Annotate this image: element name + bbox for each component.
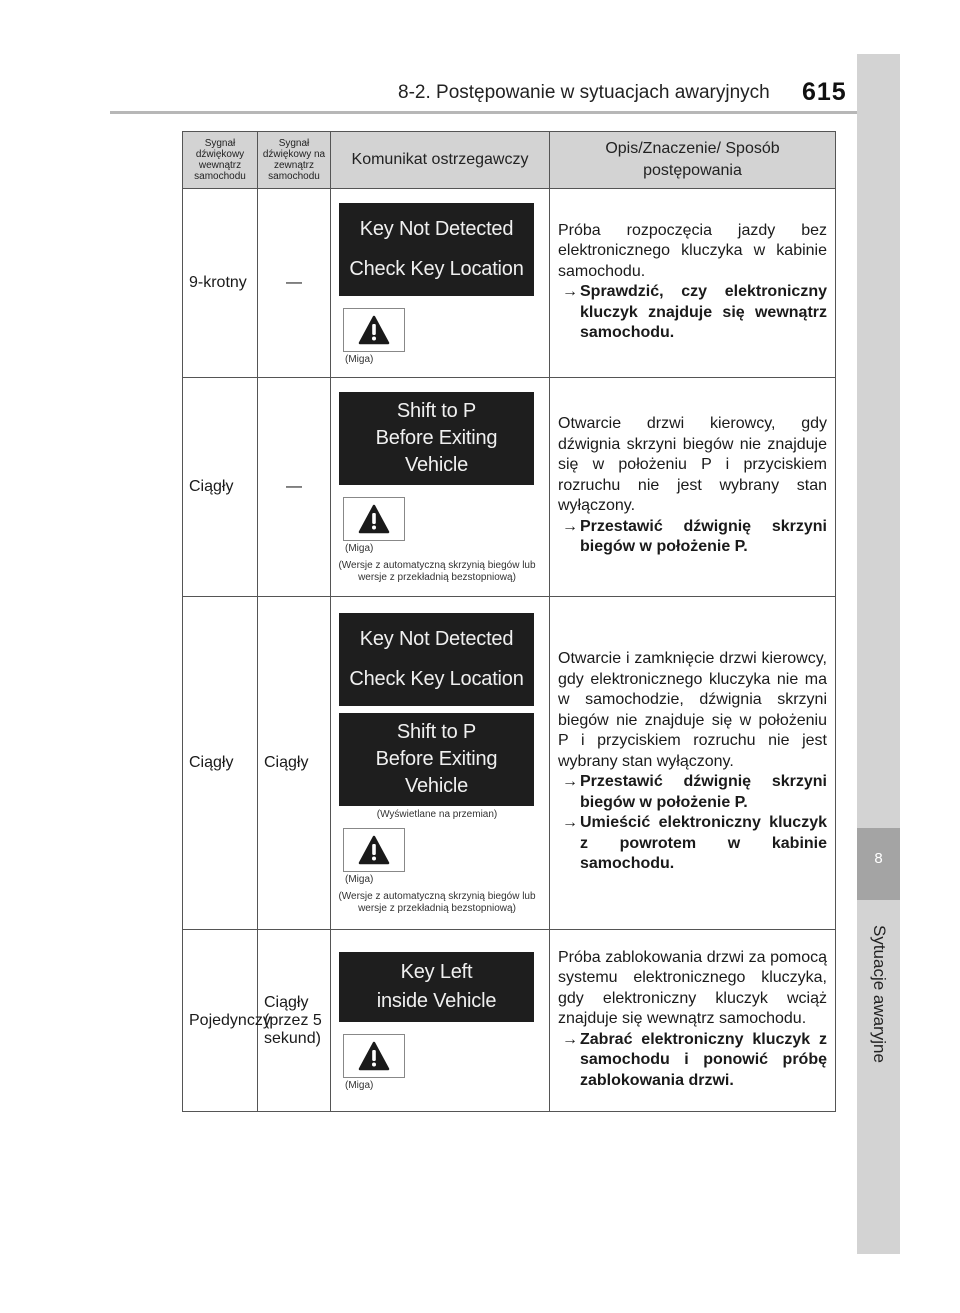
right-arrow-icon: → (562, 517, 578, 535)
inside-buzzer-cell: Pojedynczy (183, 930, 258, 1112)
warning-light (343, 1034, 405, 1078)
display-line: Vehicle (404, 454, 469, 476)
message-cell (331, 378, 550, 597)
warning-light (343, 828, 405, 872)
action-item (558, 282, 827, 344)
display-line: Before Exiting (375, 748, 498, 770)
action-item (558, 772, 827, 813)
description-text: Próba rozpoczęcia jazdy bez elektronicznego kluczyka w kabinie samochodu. (558, 221, 827, 280)
description-text: Otwarcie i zamknięcie drzwi kierowcy, gdy elektronicznego kluczyka nie ma w samochodzie, dźwignia skrzyni biegów nie znajduje się w położeniu P i przyciskiem rozruchu nie jest wybrany stan wyłączony. (558, 650, 827, 770)
display-line: Check Key Location (349, 668, 524, 691)
right-arrow-icon: → (562, 283, 578, 300)
display-line: inside Vehicle (376, 990, 497, 1012)
header-warning-message: Komunikat ostrzegawczy (331, 132, 550, 189)
inside-buzzer-cell: 9-krotny (183, 189, 258, 378)
display-message (339, 952, 534, 1022)
table-row (183, 189, 836, 378)
warning-caption: (Miga) (345, 874, 374, 885)
inside-buzzer-cell: Ciągły (183, 597, 258, 930)
warning-caption: (Miga) (345, 354, 374, 365)
right-arrow-icon: → (562, 773, 578, 791)
action-item (558, 1030, 827, 1092)
message-cell (331, 930, 550, 1112)
warning-caption: (Miga) (345, 543, 374, 554)
warning-triangle-icon (358, 835, 390, 865)
display-message (339, 713, 534, 806)
description-cell (550, 597, 836, 930)
warning-light (343, 308, 405, 352)
description-text: Otwarcie drzwi kierowcy, gdy dźwignia skrzyni biegów nie znajduje się w położeniu P i przyciskiem rozruchu nie jest wybrany stan wyłączony. (558, 415, 827, 515)
inside-buzzer-cell: Ciągły (183, 378, 258, 597)
table-header-row (183, 132, 836, 189)
display-line: Check Key Location (349, 258, 524, 281)
right-arrow-icon: → (562, 814, 578, 832)
right-arrow-icon: → (562, 1030, 578, 1048)
display-line: Vehicle (404, 775, 469, 797)
table-row (183, 378, 836, 597)
table-row (183, 930, 836, 1112)
description-cell (550, 189, 836, 378)
header-inside-buzzer: Sygnał dźwiękowy wewnątrz samochodu (183, 132, 258, 189)
action-text: Zabrać elektroniczny kluczyk z samochodu i ponowić próbę zablokowania drzwi. (580, 1030, 827, 1089)
action-item (558, 517, 827, 558)
warning-triangle-icon (358, 315, 390, 345)
version-note: (Wersje z automatyczną skrzynią biegów lub wersje z przekładnią bezstopniową) (338, 560, 536, 583)
display-line: Shift to P (396, 400, 477, 422)
outside-buzzer-cell: Ciągły (258, 597, 331, 930)
warning-light (343, 497, 405, 541)
message-cell (331, 597, 550, 930)
description-cell (550, 378, 836, 597)
warning-messages-table (182, 131, 836, 1112)
description-text: Próba zablokowania drzwi za pomocą systemu elektronicznego kluczyka, gdy elektroniczny kluczyk wciąż znajduje się wewnątrz samochodu. (558, 948, 827, 1028)
outside-buzzer-cell: — (258, 378, 331, 597)
warning-triangle-icon (358, 504, 390, 534)
action-text: Umieścić elektroniczny kluczyk z powrotem w kabinie samochodu. (580, 814, 827, 873)
side-chapter-number: 8 (874, 850, 883, 867)
header-rule (110, 111, 857, 114)
display-line: Shift to P (396, 721, 477, 743)
action-text: Sprawdzić, czy elektroniczny kluczyk znajduje się wewnątrz samochodu. (580, 283, 827, 341)
side-tab-strip (857, 54, 900, 1254)
display-line: Before Exiting (375, 427, 498, 449)
message-cell (331, 189, 550, 378)
display-message (339, 203, 534, 296)
action-text: Przestawić dźwignię skrzyni biegów w położenie P. (580, 773, 827, 811)
warning-caption: (Miga) (345, 1080, 374, 1091)
action-text: Przestawić dźwignię skrzyni biegów w położenie P. (580, 517, 827, 556)
warning-triangle-icon (358, 1041, 390, 1071)
alternate-caption: (Wyświetlane na przemian) (376, 809, 498, 820)
version-note: (Wersje z automatyczną skrzynią biegów lub wersje z przekładnią bezstopniową) (338, 891, 536, 914)
outside-buzzer-cell: — (258, 189, 331, 378)
display-line: Key Not Detected (359, 217, 514, 240)
section-title: 8-2. Postępowanie w sytuacjach awaryjnych (398, 82, 770, 103)
page-number: 615 (802, 78, 847, 106)
display-message (339, 613, 534, 706)
display-line: Key Not Detected (359, 627, 514, 650)
header-outside-buzzer: Sygnał dźwiękowy na zewnątrz samochodu (258, 132, 331, 189)
action-item (558, 813, 827, 875)
display-line: Key Left (400, 961, 473, 983)
outside-buzzer-cell: Ciągły (przez 5 sekund) (258, 930, 331, 1112)
description-cell (550, 930, 836, 1112)
header-description: Opis/Znaczenie/ Sposób postępowania (550, 132, 836, 189)
side-chapter-label: Sytuacje awaryjne (870, 925, 889, 1063)
table-row (183, 597, 836, 930)
display-message (339, 392, 534, 485)
